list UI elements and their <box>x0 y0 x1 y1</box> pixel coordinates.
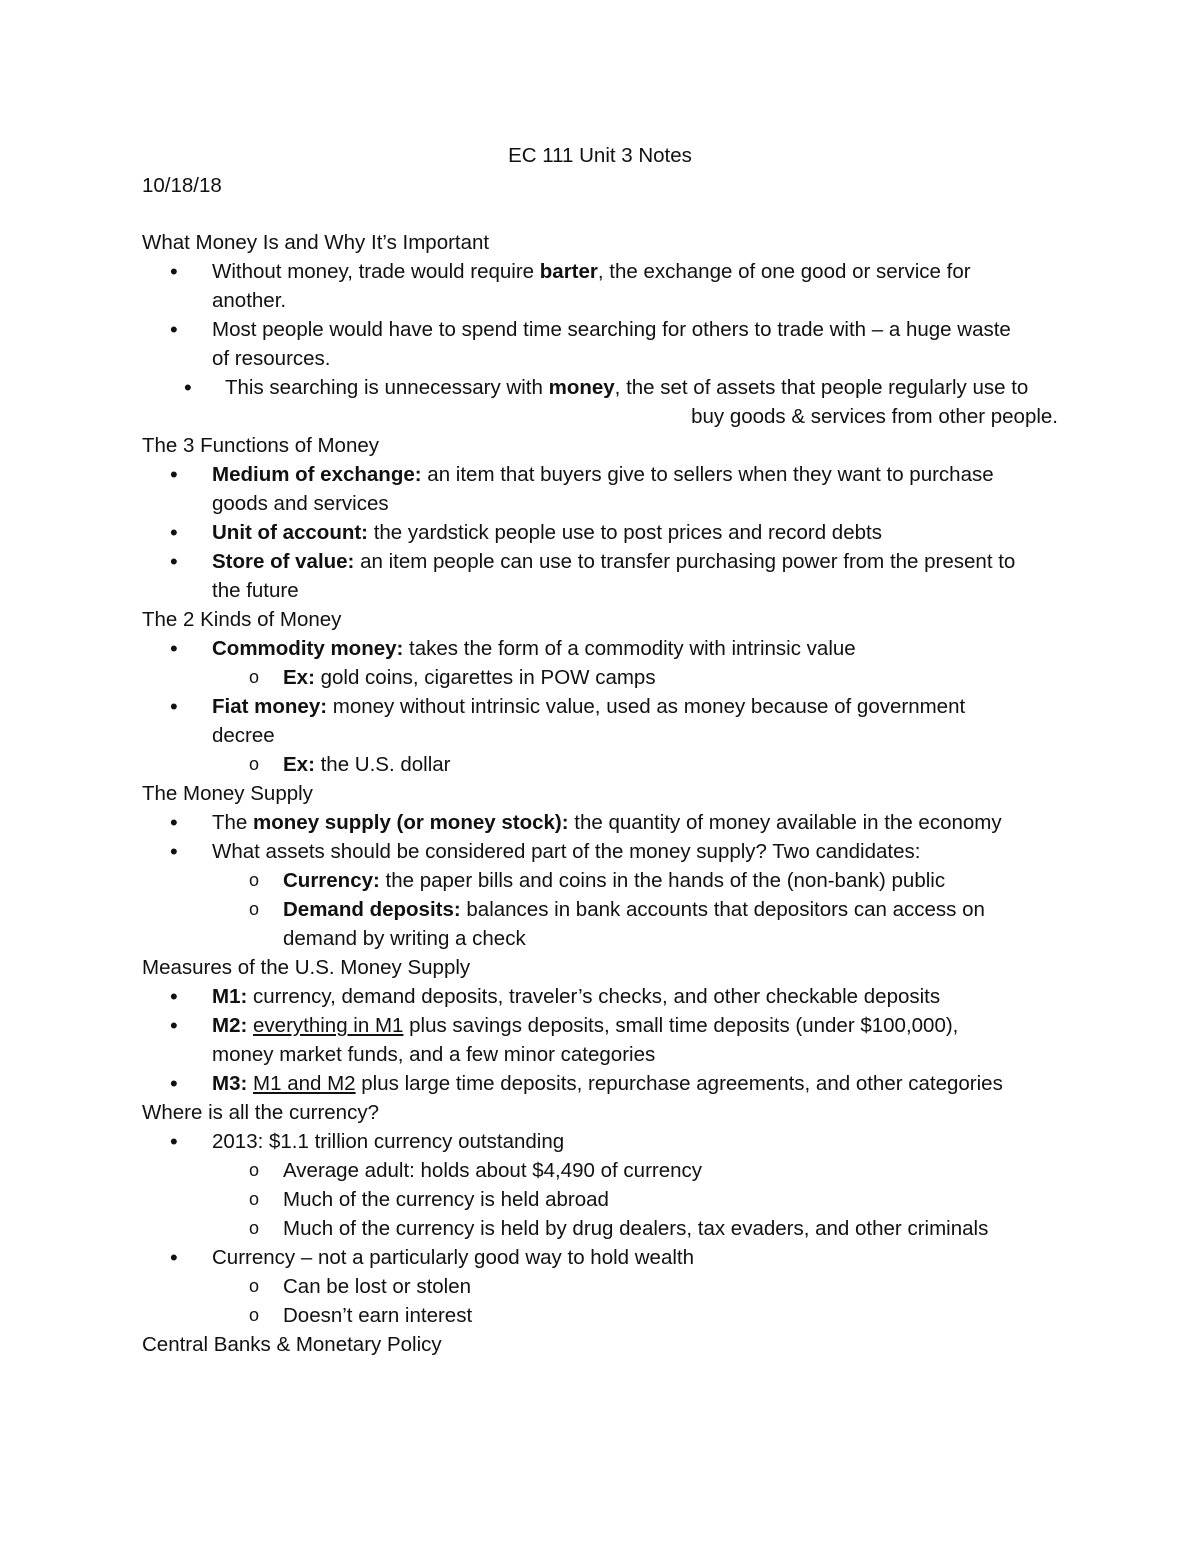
section-heading: Where is all the currency? <box>142 1101 379 1124</box>
list-item <box>142 1011 1072 1040</box>
list-item-continuation: buy goods & services from other people. <box>691 405 1058 428</box>
text: , the exchange of one good or service for <box>597 260 971 283</box>
bold-term: Ex: <box>283 753 315 776</box>
bold-term: money <box>548 376 615 399</box>
list-item <box>142 808 1072 837</box>
section-heading: The 3 Functions of Money <box>142 434 380 457</box>
text: balances in bank accounts that depositors can access on <box>460 898 985 921</box>
list-item-continuation: of resources. <box>212 347 331 370</box>
list-item <box>142 518 1072 547</box>
bold-term: Demand deposits: <box>283 898 461 921</box>
list-item-continuation: money market funds, and a few minor categories <box>212 1043 656 1066</box>
text: an item that buyers give to sellers when they want to purchase <box>421 463 994 486</box>
sub-list-item <box>142 866 1072 895</box>
bold-term: M1: <box>212 985 248 1008</box>
section-heading: Central Banks & Monetary Policy <box>142 1333 442 1356</box>
bold-term: M3: <box>212 1072 248 1095</box>
text: , the set of assets that people regularly use to <box>614 376 1029 399</box>
list-item: • What assets should be considered part of the money supply? Two candidates: <box>142 837 1072 866</box>
document-title: EC 111 Unit 3 Notes <box>508 144 692 167</box>
sub-list-item <box>142 895 1072 924</box>
list-item <box>142 692 1072 721</box>
text: plus savings deposits, small time deposits (under $100,000), <box>403 1014 959 1037</box>
bold-term: Unit of account: <box>212 521 369 544</box>
section-heading: What Money Is and Why It’s Important <box>142 231 490 254</box>
list-item <box>142 547 1072 576</box>
sub-list-item: o Average adult: holds about $4,490 of currency <box>142 1156 1072 1185</box>
bold-term: Fiat money: <box>212 695 328 718</box>
bold-term: Ex: <box>283 666 315 689</box>
bold-term: Medium of exchange: <box>212 463 422 486</box>
list-item <box>142 460 1072 489</box>
list-item-continuation: another. <box>212 289 287 312</box>
sub-list-item: o Much of the currency is held abroad <box>142 1185 1072 1214</box>
list-item: • 2013: $1.1 trillion currency outstanding <box>142 1127 1072 1156</box>
section-heading: Measures of the U.S. Money Supply <box>142 956 471 979</box>
list-item-continuation: decree <box>212 724 275 747</box>
text: The <box>212 811 254 834</box>
bold-term: money supply (or money stock): <box>253 811 569 834</box>
list-item: • Most people would have to spend time searching for others to trade with – a huge waste <box>142 315 1072 344</box>
section-heading: The Money Supply <box>142 782 313 805</box>
list-item <box>142 373 1072 402</box>
bold-term: M2: <box>212 1014 248 1037</box>
list-item <box>142 634 1072 663</box>
bold-term: Store of value: <box>212 550 355 573</box>
text: plus large time deposits, repurchase agreements, and other categories <box>355 1072 1003 1095</box>
list-item-continuation: goods and services <box>212 492 389 515</box>
text: the paper bills and coins in the hands of the (non-bank) public <box>379 869 946 892</box>
section-heading: The 2 Kinds of Money <box>142 608 342 631</box>
text: the yardstick people use to post prices and record debts <box>368 521 882 544</box>
text: the quantity of money available in the economy <box>568 811 1002 834</box>
list-item <box>142 257 1072 286</box>
text: gold coins, cigarettes in POW camps <box>314 666 656 689</box>
sub-list-item <box>142 750 1072 779</box>
bold-term: Commodity money: <box>212 637 404 660</box>
text: money without intrinsic value, used as money because of government <box>327 695 966 718</box>
sub-list-item-continuation: demand by writing a check <box>283 927 526 950</box>
underlined-text: everything in M1 <box>253 1014 404 1037</box>
text: an item people can use to transfer purchasing power from the present to <box>354 550 1016 573</box>
text: the U.S. dollar <box>314 753 451 776</box>
sub-list-item: o Doesn’t earn interest <box>142 1301 1072 1330</box>
document-date: 10/18/18 <box>142 174 222 197</box>
bold-term: barter <box>539 260 598 283</box>
text: takes the form of a commodity with intrinsic value <box>403 637 856 660</box>
list-item <box>142 982 1072 1011</box>
list-item-continuation: the future <box>212 579 299 602</box>
bold-term: Currency: <box>283 869 380 892</box>
sub-list-item: o Can be lost or stolen <box>142 1272 1072 1301</box>
sub-list-item <box>142 663 1072 692</box>
list-item: • Currency – not a particularly good way to hold wealth <box>142 1243 1072 1272</box>
list-item <box>142 1069 1072 1098</box>
underlined-text: M1 and M2 <box>253 1072 356 1095</box>
text: currency, demand deposits, traveler’s checks, and other checkable deposits <box>247 985 941 1008</box>
text: This searching is unnecessary with <box>225 376 549 399</box>
sub-list-item: o Much of the currency is held by drug dealers, tax evaders, and other criminals <box>142 1214 1072 1243</box>
text: Without money, trade would require <box>212 260 540 283</box>
notes-body <box>142 228 1072 1359</box>
